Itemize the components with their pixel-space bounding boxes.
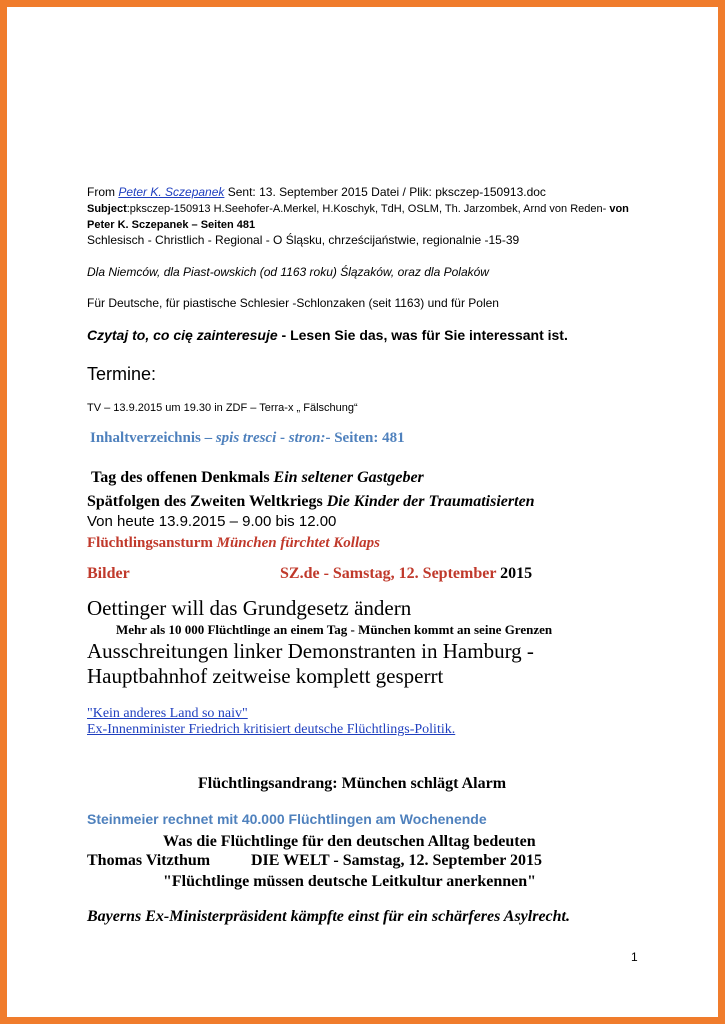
spaetfolgen-line [87, 493, 535, 511]
denkmal-line [91, 469, 424, 487]
was-die-line: Was die Flüchtlinge für den deutschen Alltag bedeuten [163, 833, 536, 850]
toc-pages: - Seiten: 481 [325, 430, 405, 446]
bilder-label: Bilder [87, 565, 130, 582]
spaetfolgen-subtitle: Die Kinder der Traumatisierten [322, 493, 535, 510]
read-german: Lesen Sie das, was für Sie interessant ist. [290, 327, 568, 343]
toc-polish: spis tresci [212, 430, 277, 446]
leitkultur-line: "Flüchtlinge müssen deutsche Leitkultur anerkennen" [163, 873, 537, 890]
author-line: Peter K. Sczepanek – Seiten 481 [87, 219, 256, 231]
fluechtlingsansturm-line [87, 535, 380, 552]
subject-tail: von [606, 203, 629, 215]
german-audience-line: Für Deutsche, für piastische Schlesier -Schlonzaken (seit 1163) und für Polen [87, 296, 499, 310]
fluechtlingsansturm-subtitle: München fürchtet Kollaps [212, 535, 380, 551]
andrang-headline: Flüchtlingsandrang: München schlägt Alarm [198, 775, 507, 792]
read-line [87, 327, 568, 343]
oettinger-headline: Oettinger will das Grundgesetz ändern [87, 596, 412, 620]
vitzthum-author: Thomas Vitzthum [87, 852, 211, 869]
sz-source: SZ.de - Samstag, 12. September [280, 565, 497, 582]
subject-text: :pksczep-150913 H.Seehofer-A.Merkel, H.Koschyk, TdH, OSLM, Th. Jarzombek, Arnd von Reden- [126, 203, 607, 215]
toc-main: Inhaltverzeichnis – [90, 430, 213, 446]
from-line [87, 185, 546, 199]
page-number: 1 [631, 950, 638, 964]
subject-line [87, 203, 629, 215]
read-polish: Czytaj to, co cię zainteresuje [87, 327, 278, 343]
sz-line [280, 565, 532, 583]
von-heute-line: Von heute 13.9.2015 – 9.00 bis 12.00 [87, 513, 337, 530]
read-separator: - [277, 327, 291, 343]
spaetfolgen-title: Spätfolgen des Zweiten Weltkriegs [87, 493, 323, 510]
subject-label: Subject [87, 203, 127, 215]
toc-heading [90, 430, 405, 447]
sender-link[interactable]: Peter K. Sczepanek [118, 185, 225, 199]
ausschreitungen-headline-1: Ausschreitungen linker Demonstranten in Hamburg - [87, 639, 534, 663]
toc-stron: stron: [288, 430, 326, 446]
from-label: From [87, 185, 115, 199]
sz-year: 2015 [496, 565, 533, 582]
bayern-line: Bayerns Ex-Ministerpräsident kämpfte einst für ein schärferes Asylrecht. [87, 908, 570, 925]
regional-line: Schlesisch - Christlich - Regional - O Śląsku, chrześcijaństwie, regionalnie -15-39 [87, 233, 520, 247]
tv-line: TV – 13.9.2015 um 19.30 in ZDF – Terra-x „ Fälschung“ [87, 402, 358, 414]
welt-source: DIE WELT - Samstag, 12. September 2015 [251, 852, 542, 869]
kein-anderes-land-link[interactable]: "Kein anderes Land so naiv" [87, 706, 248, 721]
polish-audience-line: Dla Niemców, dla Piast-owskich (od 1163 roku) Ślązaków, oraz dla Polaków [87, 265, 489, 279]
denkmal-subtitle: Ein seltener Gastgeber [269, 469, 424, 486]
sent-info: Sent: 13. September 2015 Datei / Plik: pksczep-150913.doc [224, 185, 546, 199]
mehr-als-line: Mehr als 10 000 Flüchtlinge an einem Tag - München kommt an seine Grenzen [116, 622, 553, 637]
fluechtlingsansturm-title: Flüchtlingsansturm [87, 535, 213, 551]
steinmeier-headline: Steinmeier rechnet mit 40.000 Flüchtlingen am Wochenende [87, 811, 487, 827]
toc-separator: - [276, 430, 289, 446]
denkmal-title: Tag des offenen Denkmals [91, 469, 270, 486]
ausschreitungen-headline-2: Hauptbahnhof zeitweise komplett gesperrt [87, 664, 444, 688]
termine-heading: Termine: [87, 364, 157, 384]
friedrich-link[interactable]: Ex-Innenminister Friedrich kritisiert deutsche Flüchtlings-Politik. [87, 722, 456, 737]
